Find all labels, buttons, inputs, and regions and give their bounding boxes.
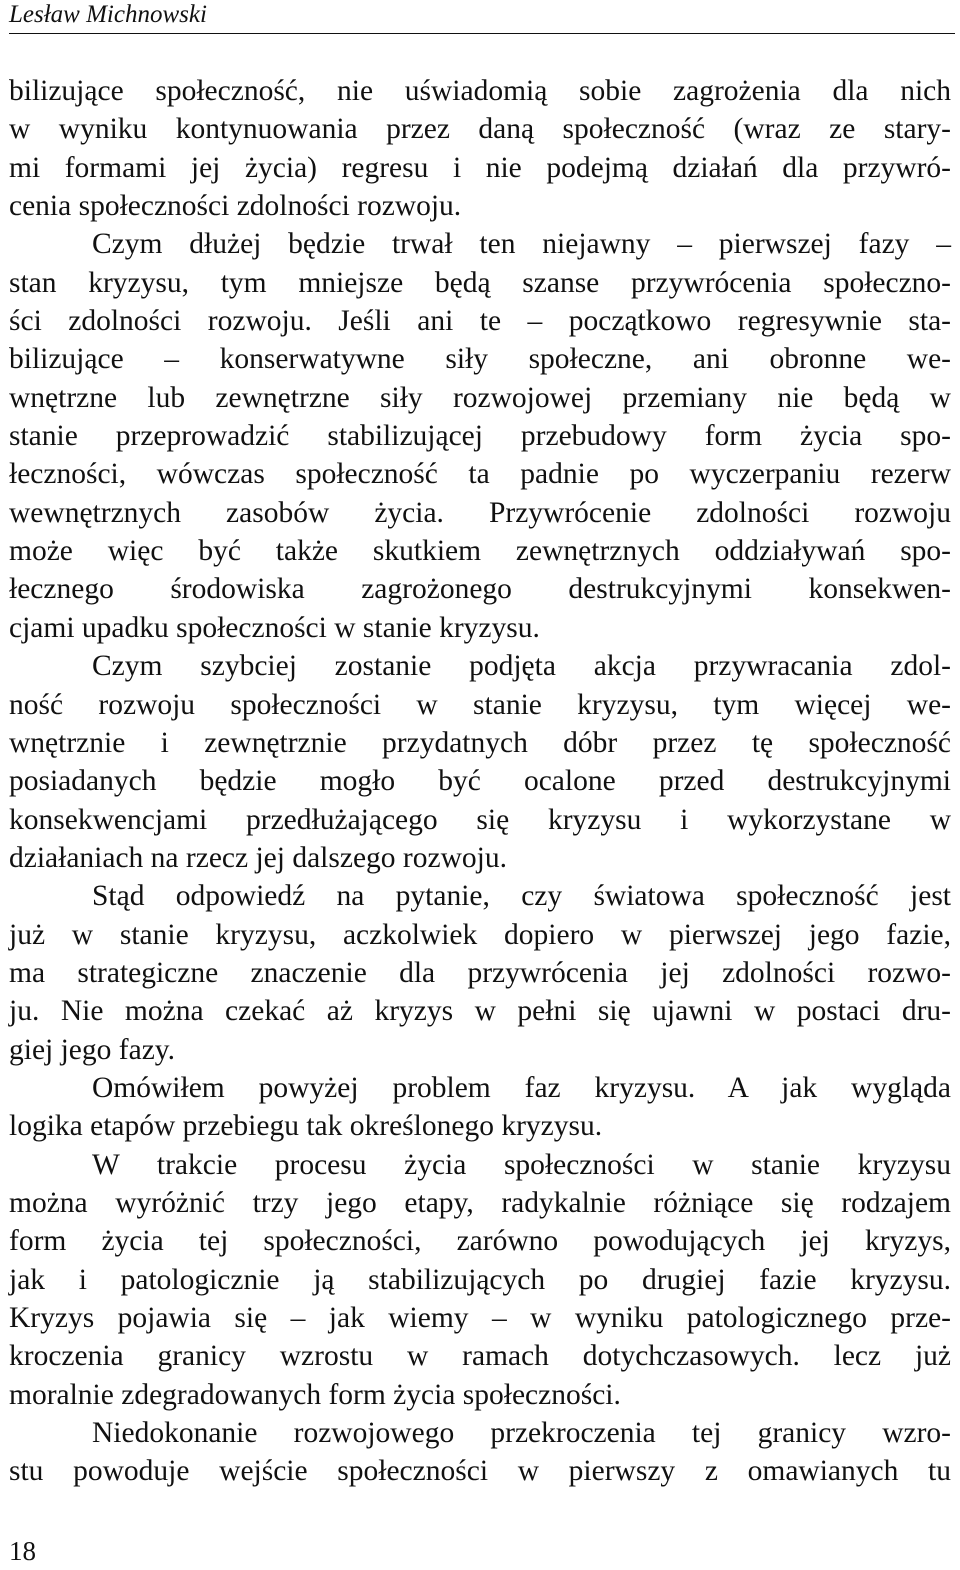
text-line: kroczenia granicy wzrostu w ramach dotychczasowych. lecz już xyxy=(9,1340,951,1373)
text-line: mi formami jej życia) regresu i nie podejmą działań dla przywró- xyxy=(9,151,951,184)
page-number: 18 xyxy=(9,1536,36,1566)
text-line: ność rozwoju społeczności w stanie kryzysu, tym więcej we- xyxy=(9,688,951,721)
text-line: wewnętrznych zasobów życia. Przywrócenie zdolności rozwoju xyxy=(9,496,951,529)
text-line: Czym dłużej będzie trwał ten niejawny – pierwszej fazy – xyxy=(92,228,951,261)
text-line: Kryzys pojawia się – jak wiemy – w wyniku patologicznego prze- xyxy=(9,1302,951,1334)
text-line: stanie przeprowadzić stabilizującej przebudowy form życia spo- xyxy=(9,420,951,453)
text-line: może więc być także skutkiem zewnętrznych oddziaływań spo- xyxy=(9,535,951,568)
text-line: W trakcie procesu życia społeczności w stanie kryzysu xyxy=(92,1148,951,1181)
text-line: łeczności, wówczas społeczność ta padnie po wyczerpaniu rezerw xyxy=(9,458,951,491)
text-line: łecznego środowiska zagrożonego destrukcyjnymi konsekwen- xyxy=(9,573,951,606)
running-head: Lesław Michnowski xyxy=(9,1,207,28)
text-line: logika etapów przebiegu tak określonego kryzysu. xyxy=(9,1110,603,1143)
body-text xyxy=(9,72,951,1491)
text-line: cjami upadku społeczności w stanie kryzysu. xyxy=(9,611,540,644)
text-line: Niedokonanie rozwojowego przekroczenia tej granicy wzro- xyxy=(92,1417,951,1450)
text-line: ma strategiczne znaczenie dla przywrócenia jej zdolności rozwo- xyxy=(9,956,951,989)
text-line: Omówiłem powyżej problem faz kryzysu. A jak wygląda xyxy=(92,1071,951,1104)
text-line: wnętrznie i zewnętrznie przydatnych dóbr przez tę społeczność xyxy=(9,726,951,759)
text-line: konsekwencjami przedłużającego się kryzysu i wykorzystane w xyxy=(9,803,951,836)
text-line: bilizujące – konserwatywne siły społeczne, ani obronne we- xyxy=(9,343,951,376)
text-line: posiadanych będzie mogło być ocalone przed destrukcyjnymi xyxy=(9,765,951,798)
text-line: już w stanie kryzysu, aczkolwiek dopiero w pierwszej jego fazie, xyxy=(9,918,951,951)
text-line: stan kryzysu, tym mniejsze będą szanse przywrócenia społeczno- xyxy=(9,266,951,299)
text-line: działaniach na rzecz jej dalszego rozwoju. xyxy=(9,841,507,874)
text-line: Czym szybciej zostanie podjęta akcja przywracania zdol- xyxy=(92,650,951,683)
text-line: stu powoduje wejście społeczności w pierwszy z omawianych tu xyxy=(9,1455,951,1488)
text-line: bilizujące społeczność, nie uświadomią sobie zagrożenia dla nich xyxy=(9,75,951,107)
text-line: wnętrzne lub zewnętrzne siły rozwojowej przemiany nie będą w xyxy=(9,381,951,414)
text-line: ju. Nie można czekać aż kryzys w pełni się ujawni w postaci dru- xyxy=(9,995,951,1028)
text-line: cenia społeczności zdolności rozwoju. xyxy=(9,190,462,223)
text-line: form życia tej społeczności, zarówno powodujących jej kryzys, xyxy=(9,1225,951,1258)
text-line: jak i patologicznie ją stabilizujących po drugiej fazie kryzysu. xyxy=(9,1263,951,1296)
text-line: w wyniku kontynuowania przez daną społeczność (wraz ze stary- xyxy=(9,113,951,146)
text-line: ści zdolności rozwoju. Jeśli ani te – początkowo regresywnie sta- xyxy=(9,305,951,338)
header-rule xyxy=(9,33,955,34)
text-line: giej jego fazy. xyxy=(9,1033,175,1066)
text-line: można wyróżnić trzy jego etapy, radykalnie różniące się rodzajem xyxy=(9,1186,951,1219)
text-line: moralnie zdegradowanych form życia społeczności. xyxy=(9,1378,621,1411)
text-line: Stąd odpowiedź na pytanie, czy światowa społeczność jest xyxy=(92,880,951,913)
